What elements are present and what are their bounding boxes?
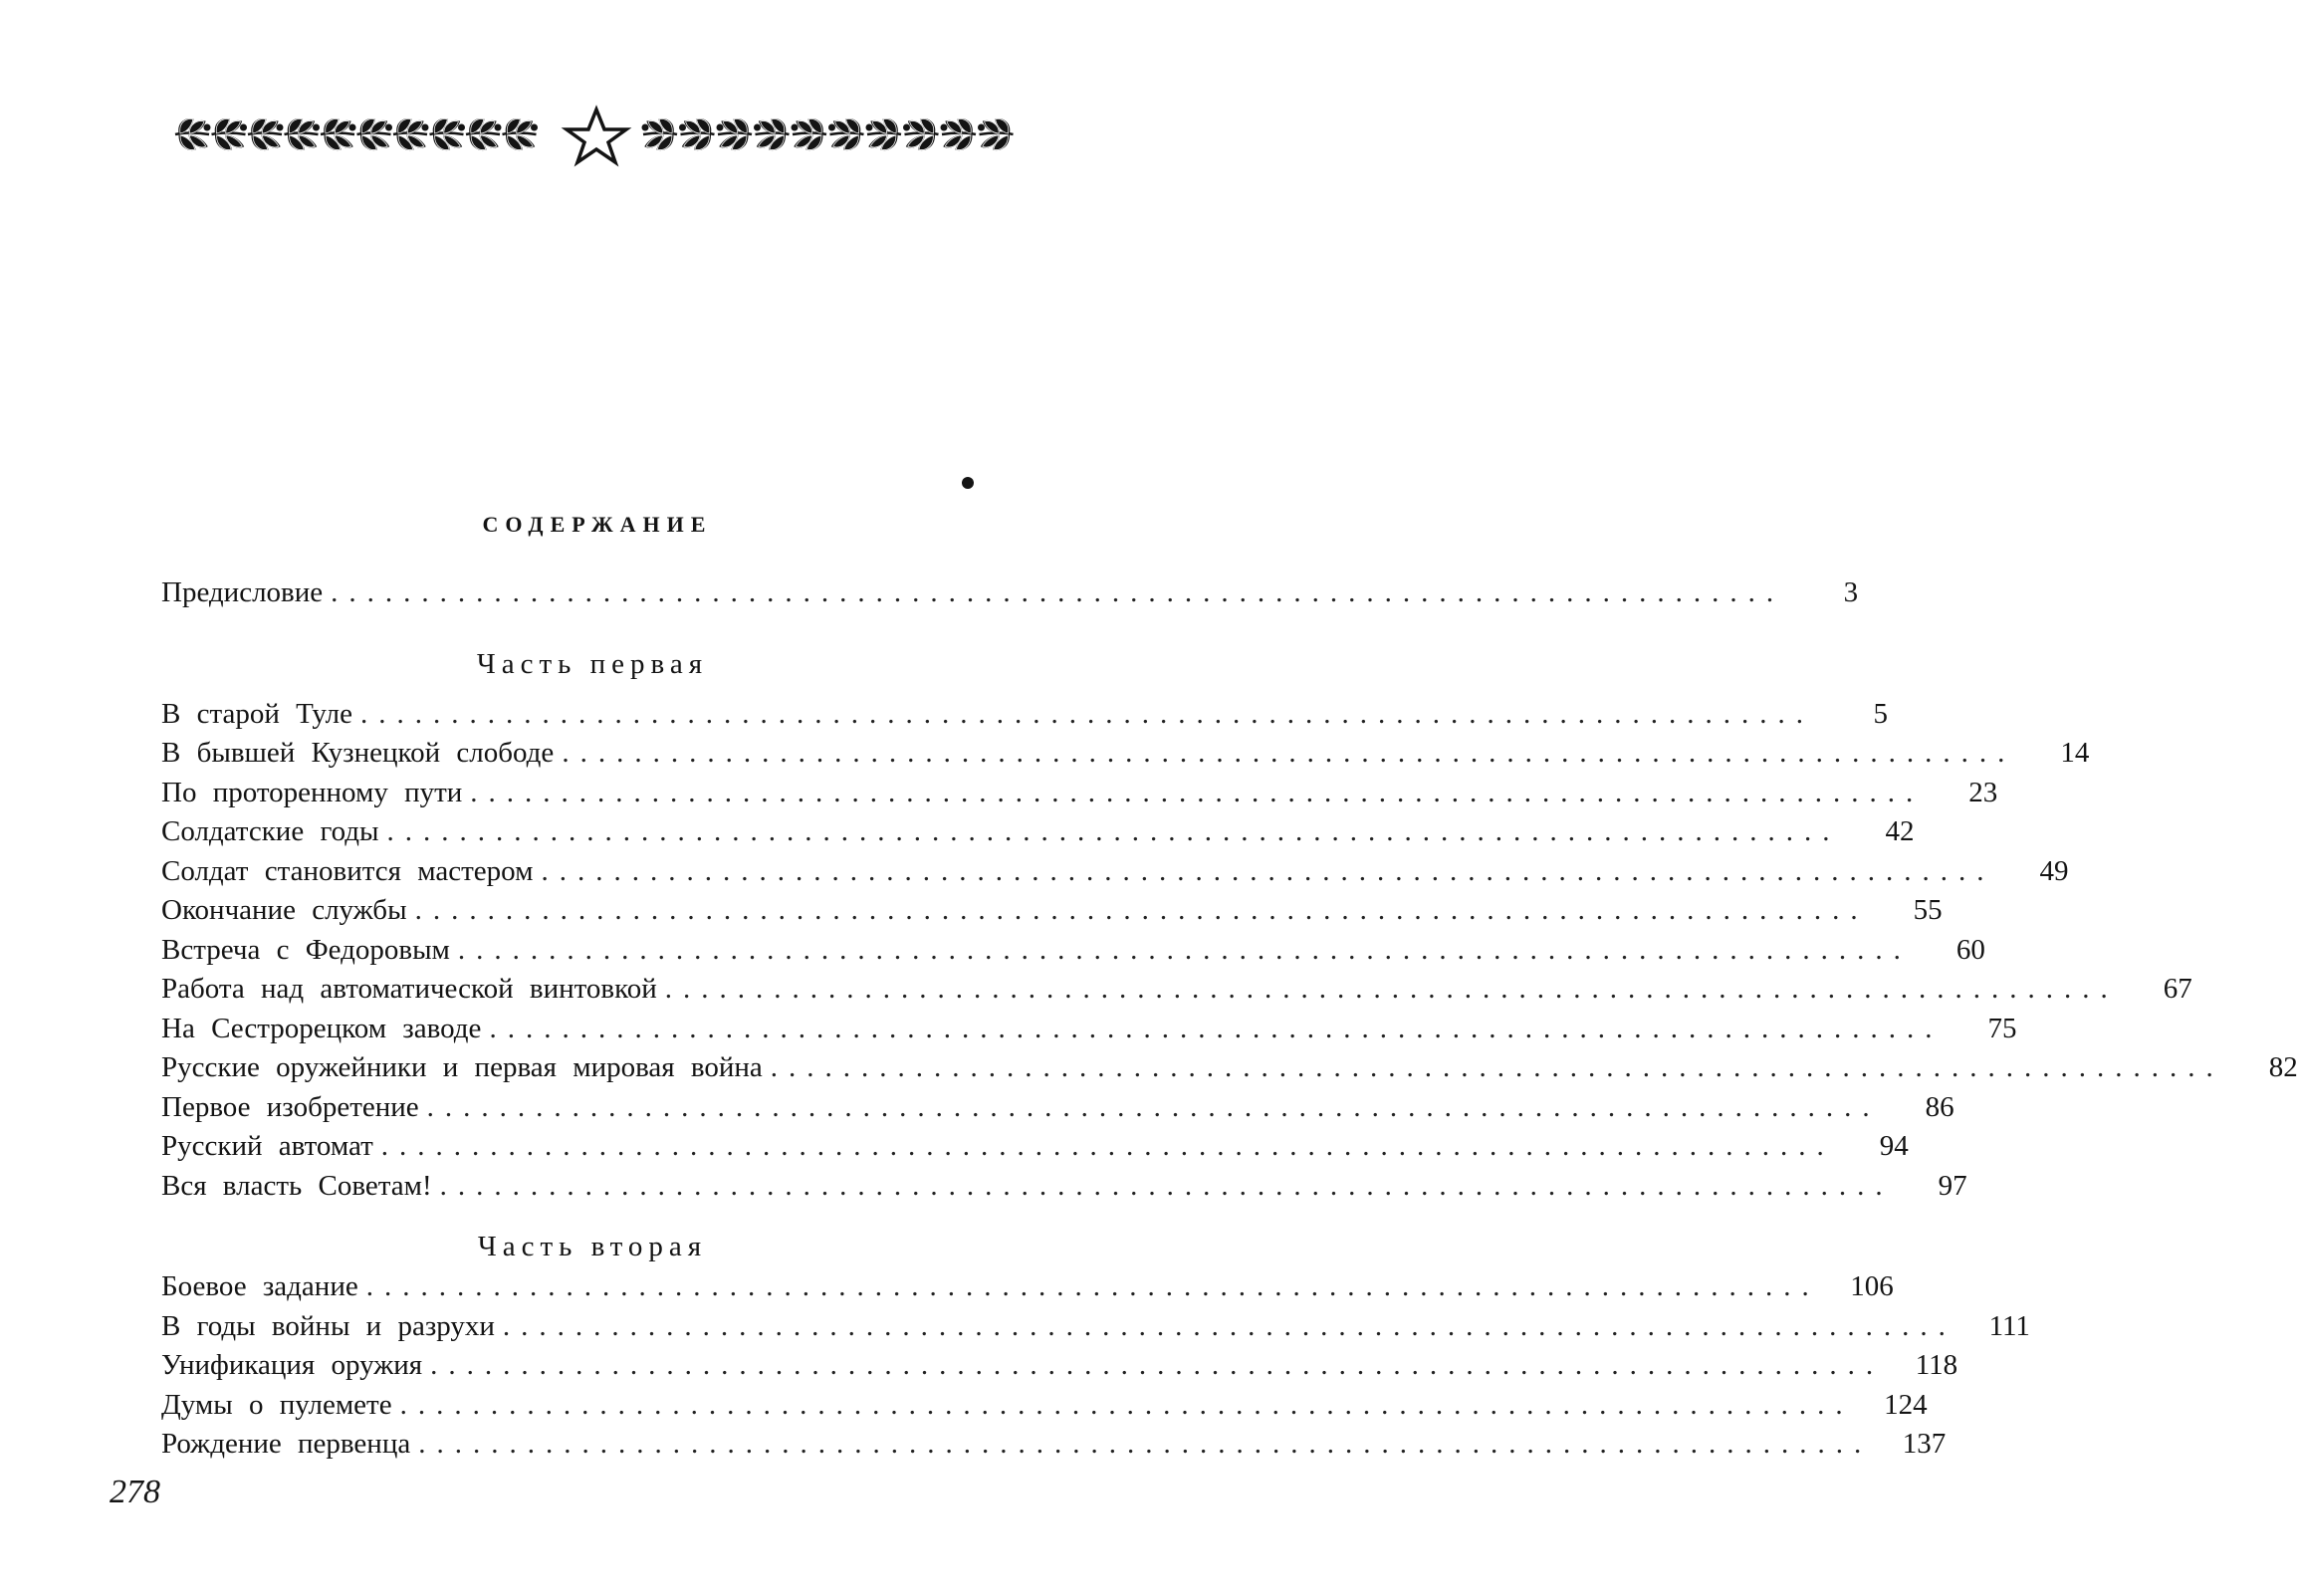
toc-entry [161, 774, 1998, 813]
leaf-sprig-icon [175, 119, 210, 150]
ink-speck [962, 477, 974, 489]
toc-entry-title: Русские оружейники и первая мировая война [161, 1051, 763, 1083]
table-of-contents [161, 573, 2298, 1465]
dot-leader: ................................................................................ [562, 737, 2016, 769]
toc-entry [161, 1307, 2030, 1347]
toc-entry-page: 106 [1850, 1270, 1894, 1302]
toc-entry [161, 734, 2090, 774]
leaf-sprig-icon [792, 119, 826, 150]
toc-entry [161, 931, 1985, 971]
dot-leader: ................................................................................ [541, 854, 1995, 887]
toc-entry [161, 1346, 1958, 1386]
dot-leader: ................................................................................ [365, 1270, 1820, 1302]
toc-entry-page: 75 [1987, 1012, 2017, 1044]
leaf-sprig-icon [941, 119, 976, 150]
part-one-entries [161, 695, 2298, 1207]
dot-leader: ................................................................................ [414, 894, 1869, 926]
toc-entry-title: Окончание службы [161, 894, 407, 926]
leaf-sprig-icon [503, 119, 538, 150]
toc-entry-page: 82 [2268, 1051, 2298, 1083]
dot-leader: ................................................................................ [470, 776, 1925, 808]
leaf-sprig-icon [321, 119, 355, 150]
leaf-sprig-icon [642, 119, 677, 150]
header-ornament [171, 104, 1026, 165]
toc-entry-title: Солдат становится мастером [161, 854, 534, 887]
dot-leader: ................................................................................ [502, 1309, 1956, 1342]
contents-heading: СОДЕРЖАНИЕ [482, 512, 713, 537]
leaf-sprig-icon [285, 119, 320, 150]
leaf-sprig-icon [755, 119, 790, 150]
leaf-garland-left [175, 119, 538, 150]
toc-entry [161, 1167, 1967, 1207]
toc-entry-page: 124 [1884, 1388, 1928, 1421]
toc-entry-title: Солдатские годы [161, 815, 379, 847]
toc-entry-title: В годы войны и разрухи [161, 1309, 495, 1342]
dot-leader: ................................................................................ [418, 1428, 1873, 1460]
toc-entry-page: 111 [1988, 1309, 2030, 1342]
leaf-sprig-icon [430, 119, 465, 150]
toc-entry-title: Работа над автоматической винтовкой [161, 973, 657, 1005]
toc-entry-title: По проторенному пути [161, 776, 463, 808]
leaf-sprig-icon [212, 119, 247, 150]
toc-entry-title: Рождение первенца [161, 1428, 411, 1460]
dot-leader: ................................................................................ [664, 973, 2119, 1005]
dot-leader: ................................................................................ [386, 815, 1841, 847]
toc-entry-page: 49 [2039, 854, 2069, 887]
dot-leader: ................................................................................ [430, 1349, 1885, 1381]
toc-entry-title: На Сестрорецком заводе [161, 1012, 482, 1044]
toc-entry [161, 891, 1943, 931]
toc-entry-page: 3 [1843, 576, 1859, 608]
leaf-sprig-icon [829, 119, 864, 150]
toc-entry [161, 1386, 1928, 1426]
leaf-sprig-icon [979, 119, 1014, 150]
leaf-sprig-icon [904, 119, 939, 150]
toc-entry-page: 97 [1938, 1169, 1967, 1202]
toc-entry [161, 812, 1915, 852]
toc-entry [161, 695, 1888, 735]
dot-leader: ................................................................................ [770, 1051, 2224, 1083]
toc-entry-title: В старой Туле [161, 697, 352, 730]
toc-entry-preface [161, 573, 1859, 613]
toc-entry [161, 1425, 1947, 1465]
toc-entry-page: 42 [1885, 815, 1915, 847]
leaf-garland-right [642, 119, 1014, 150]
toc-entry-title: В бывшей Кузнецкой слободе [161, 737, 555, 769]
leaf-sprig-icon [717, 119, 752, 150]
dot-leader: ................................................................................ [380, 1130, 1835, 1162]
toc-entry-title: Предисловие [161, 576, 324, 608]
part-two-entries [161, 1267, 2030, 1465]
toc-entry-page: 118 [1915, 1349, 1958, 1381]
toc-entry-page: 60 [1955, 933, 1985, 966]
toc-entry-title: Встреча с Федоровым [161, 933, 450, 966]
dot-leader: ................................................................................ [426, 1090, 1881, 1123]
toc-entry-page: 23 [1968, 776, 1998, 808]
toc-entry [161, 852, 2069, 892]
toc-entry-title: Думы о пулемете [161, 1388, 392, 1421]
toc-entry-page: 55 [1913, 894, 1943, 926]
toc-entry-title: Русский автомат [161, 1130, 373, 1162]
toc-entry [161, 970, 2192, 1010]
dot-leader: ................................................................................ [359, 697, 1814, 730]
part-heading: Часть первая [476, 647, 709, 680]
toc-entry-page: 94 [1879, 1130, 1909, 1162]
leaf-sprig-icon [393, 119, 428, 150]
toc-entry [161, 1127, 1909, 1167]
toc-entry-page: 67 [2163, 973, 2192, 1005]
star-icon [567, 110, 626, 162]
toc-entry-page: 86 [1925, 1090, 1954, 1123]
toc-entry [161, 1088, 1954, 1128]
dot-leader: ................................................................................ [439, 1169, 1894, 1202]
leaf-sprig-icon [866, 119, 901, 150]
dot-leader: ................................................................................ [399, 1388, 1854, 1421]
page-number: 278 [110, 1474, 160, 1510]
toc-entry-page: 14 [2060, 737, 2090, 769]
toc-entry [161, 1048, 2298, 1088]
dot-leader: ................................................................................ [489, 1012, 1944, 1044]
dot-leader: ................................................................................ [331, 576, 1785, 608]
leaf-sprig-icon [680, 119, 715, 150]
toc-entry-title: Вся власть Советам! [161, 1169, 432, 1202]
toc-entry [161, 1267, 1894, 1307]
toc-entry-title: Первое изобретение [161, 1090, 419, 1123]
toc-entry [161, 1010, 2017, 1049]
dot-leader: ................................................................................ [457, 933, 1912, 966]
leaf-sprig-icon [357, 119, 392, 150]
leaf-sprig-icon [248, 119, 283, 150]
toc-entry-page: 5 [1873, 697, 1888, 730]
leaf-sprig-icon [466, 119, 501, 150]
toc-entry-page: 137 [1902, 1428, 1947, 1460]
part-heading: Часть вторая [477, 1231, 708, 1262]
toc-entry-title: Боевое задание [161, 1270, 358, 1302]
toc-entry-title: Унификация оружия [161, 1349, 423, 1381]
